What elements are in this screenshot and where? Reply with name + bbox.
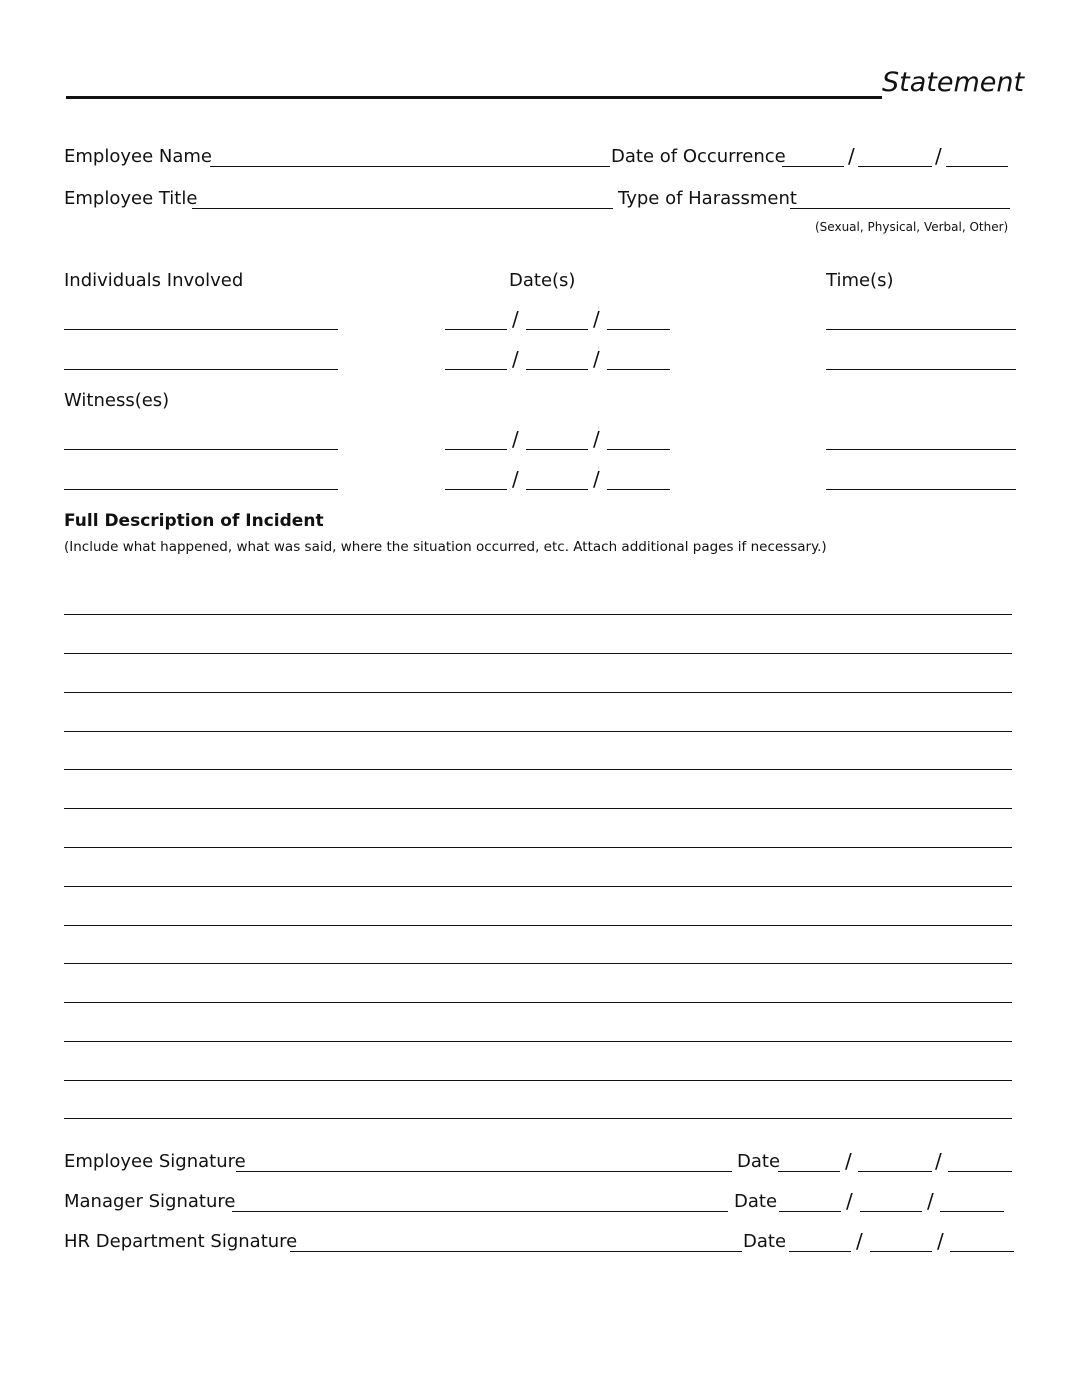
individual-name-field[interactable]: [64, 369, 338, 370]
description-line[interactable]: [64, 1118, 1012, 1119]
manager-signature-field[interactable]: [232, 1211, 728, 1212]
description-line[interactable]: [64, 731, 1012, 732]
description-line[interactable]: [64, 692, 1012, 693]
header-rule: [66, 96, 882, 99]
manager-sig-day-field[interactable]: [860, 1211, 922, 1212]
date-separator: /: [593, 347, 600, 371]
witness-name-field[interactable]: [64, 449, 338, 450]
date-of-occurrence-label: Date of Occurrence: [611, 146, 786, 167]
date-separator: /: [512, 347, 519, 371]
date-separator: /: [935, 1149, 942, 1173]
individual-year-field[interactable]: [607, 369, 670, 370]
employee-sig-day-field[interactable]: [858, 1171, 932, 1172]
occurrence-month-field[interactable]: [782, 166, 844, 167]
employee-signature-date-label: Date: [737, 1151, 781, 1172]
description-line[interactable]: [64, 963, 1012, 964]
employee-title-field[interactable]: [192, 208, 613, 209]
description-line[interactable]: [64, 769, 1012, 770]
description-line[interactable]: [64, 653, 1012, 654]
individual-time-field[interactable]: [826, 329, 1016, 330]
employee-name-field[interactable]: [210, 166, 610, 167]
date-separator: /: [845, 1149, 852, 1173]
hr-sig-month-field[interactable]: [789, 1251, 851, 1252]
individual-day-field[interactable]: [526, 369, 588, 370]
individual-time-field[interactable]: [826, 369, 1016, 370]
manager-signature-date-label: Date: [734, 1191, 778, 1212]
date-separator: /: [512, 427, 519, 451]
date-separator: /: [512, 307, 519, 331]
manager-sig-month-field[interactable]: [779, 1211, 841, 1212]
harassment-type-field[interactable]: [790, 208, 1010, 209]
individual-day-field[interactable]: [526, 329, 588, 330]
date-separator: /: [593, 307, 600, 331]
description-line[interactable]: [64, 1002, 1012, 1003]
witnesses-heading: Witness(es): [64, 390, 170, 411]
description-line[interactable]: [64, 925, 1012, 926]
individual-month-field[interactable]: [445, 369, 507, 370]
description-line[interactable]: [64, 808, 1012, 809]
date-separator: /: [593, 427, 600, 451]
occurrence-year-field[interactable]: [946, 166, 1008, 167]
witness-day-field[interactable]: [526, 489, 588, 490]
description-line[interactable]: [64, 1041, 1012, 1042]
date-separator: /: [927, 1189, 934, 1213]
witness-month-field[interactable]: [445, 449, 507, 450]
date-separator: /: [937, 1229, 944, 1253]
employee-sig-month-field[interactable]: [778, 1171, 840, 1172]
type-of-harassment-label: Type of Harassment: [618, 188, 797, 209]
individuals-involved-heading: Individuals Involved: [64, 270, 244, 291]
description-line[interactable]: [64, 886, 1012, 887]
description-note: (Include what happened, what was said, where the situation occurred, etc. Attach additional pages if necessary.): [64, 539, 827, 555]
employee-signature-label: Employee Signature: [64, 1151, 246, 1172]
manager-sig-year-field[interactable]: [940, 1211, 1004, 1212]
date-separator: /: [846, 1189, 853, 1213]
individual-name-field[interactable]: [64, 329, 338, 330]
date-separator: /: [935, 144, 942, 168]
individual-month-field[interactable]: [445, 329, 507, 330]
harassment-type-hint: (Sexual, Physical, Verbal, Other): [815, 220, 1009, 234]
description-line[interactable]: [64, 614, 1012, 615]
hr-signature-date-label: Date: [743, 1231, 787, 1252]
hr-sig-day-field[interactable]: [870, 1251, 932, 1252]
witness-year-field[interactable]: [607, 489, 670, 490]
hr-signature-field[interactable]: [290, 1251, 742, 1252]
witness-time-field[interactable]: [826, 489, 1016, 490]
witness-day-field[interactable]: [526, 449, 588, 450]
individual-year-field[interactable]: [607, 329, 670, 330]
date-separator: /: [848, 144, 855, 168]
employee-signature-field[interactable]: [236, 1171, 732, 1172]
date-separator: /: [856, 1229, 863, 1253]
page-title: Statement: [882, 67, 1025, 98]
employee-name-label: Employee Name: [64, 146, 212, 167]
employee-sig-year-field[interactable]: [948, 1171, 1012, 1172]
witness-name-field[interactable]: [64, 489, 338, 490]
occurrence-day-field[interactable]: [858, 166, 932, 167]
dates-heading: Date(s): [509, 270, 576, 291]
date-separator: /: [512, 467, 519, 491]
witness-year-field[interactable]: [607, 449, 670, 450]
witness-time-field[interactable]: [826, 449, 1016, 450]
employee-title-label: Employee Title: [64, 188, 198, 209]
description-line[interactable]: [64, 1080, 1012, 1081]
times-heading: Time(s): [826, 270, 894, 291]
hr-signature-label: HR Department Signature: [64, 1231, 298, 1252]
date-separator: /: [593, 467, 600, 491]
description-line[interactable]: [64, 847, 1012, 848]
description-heading: Full Description of Incident: [64, 511, 324, 531]
manager-signature-label: Manager Signature: [64, 1191, 236, 1212]
witness-month-field[interactable]: [445, 489, 507, 490]
hr-sig-year-field[interactable]: [950, 1251, 1014, 1252]
